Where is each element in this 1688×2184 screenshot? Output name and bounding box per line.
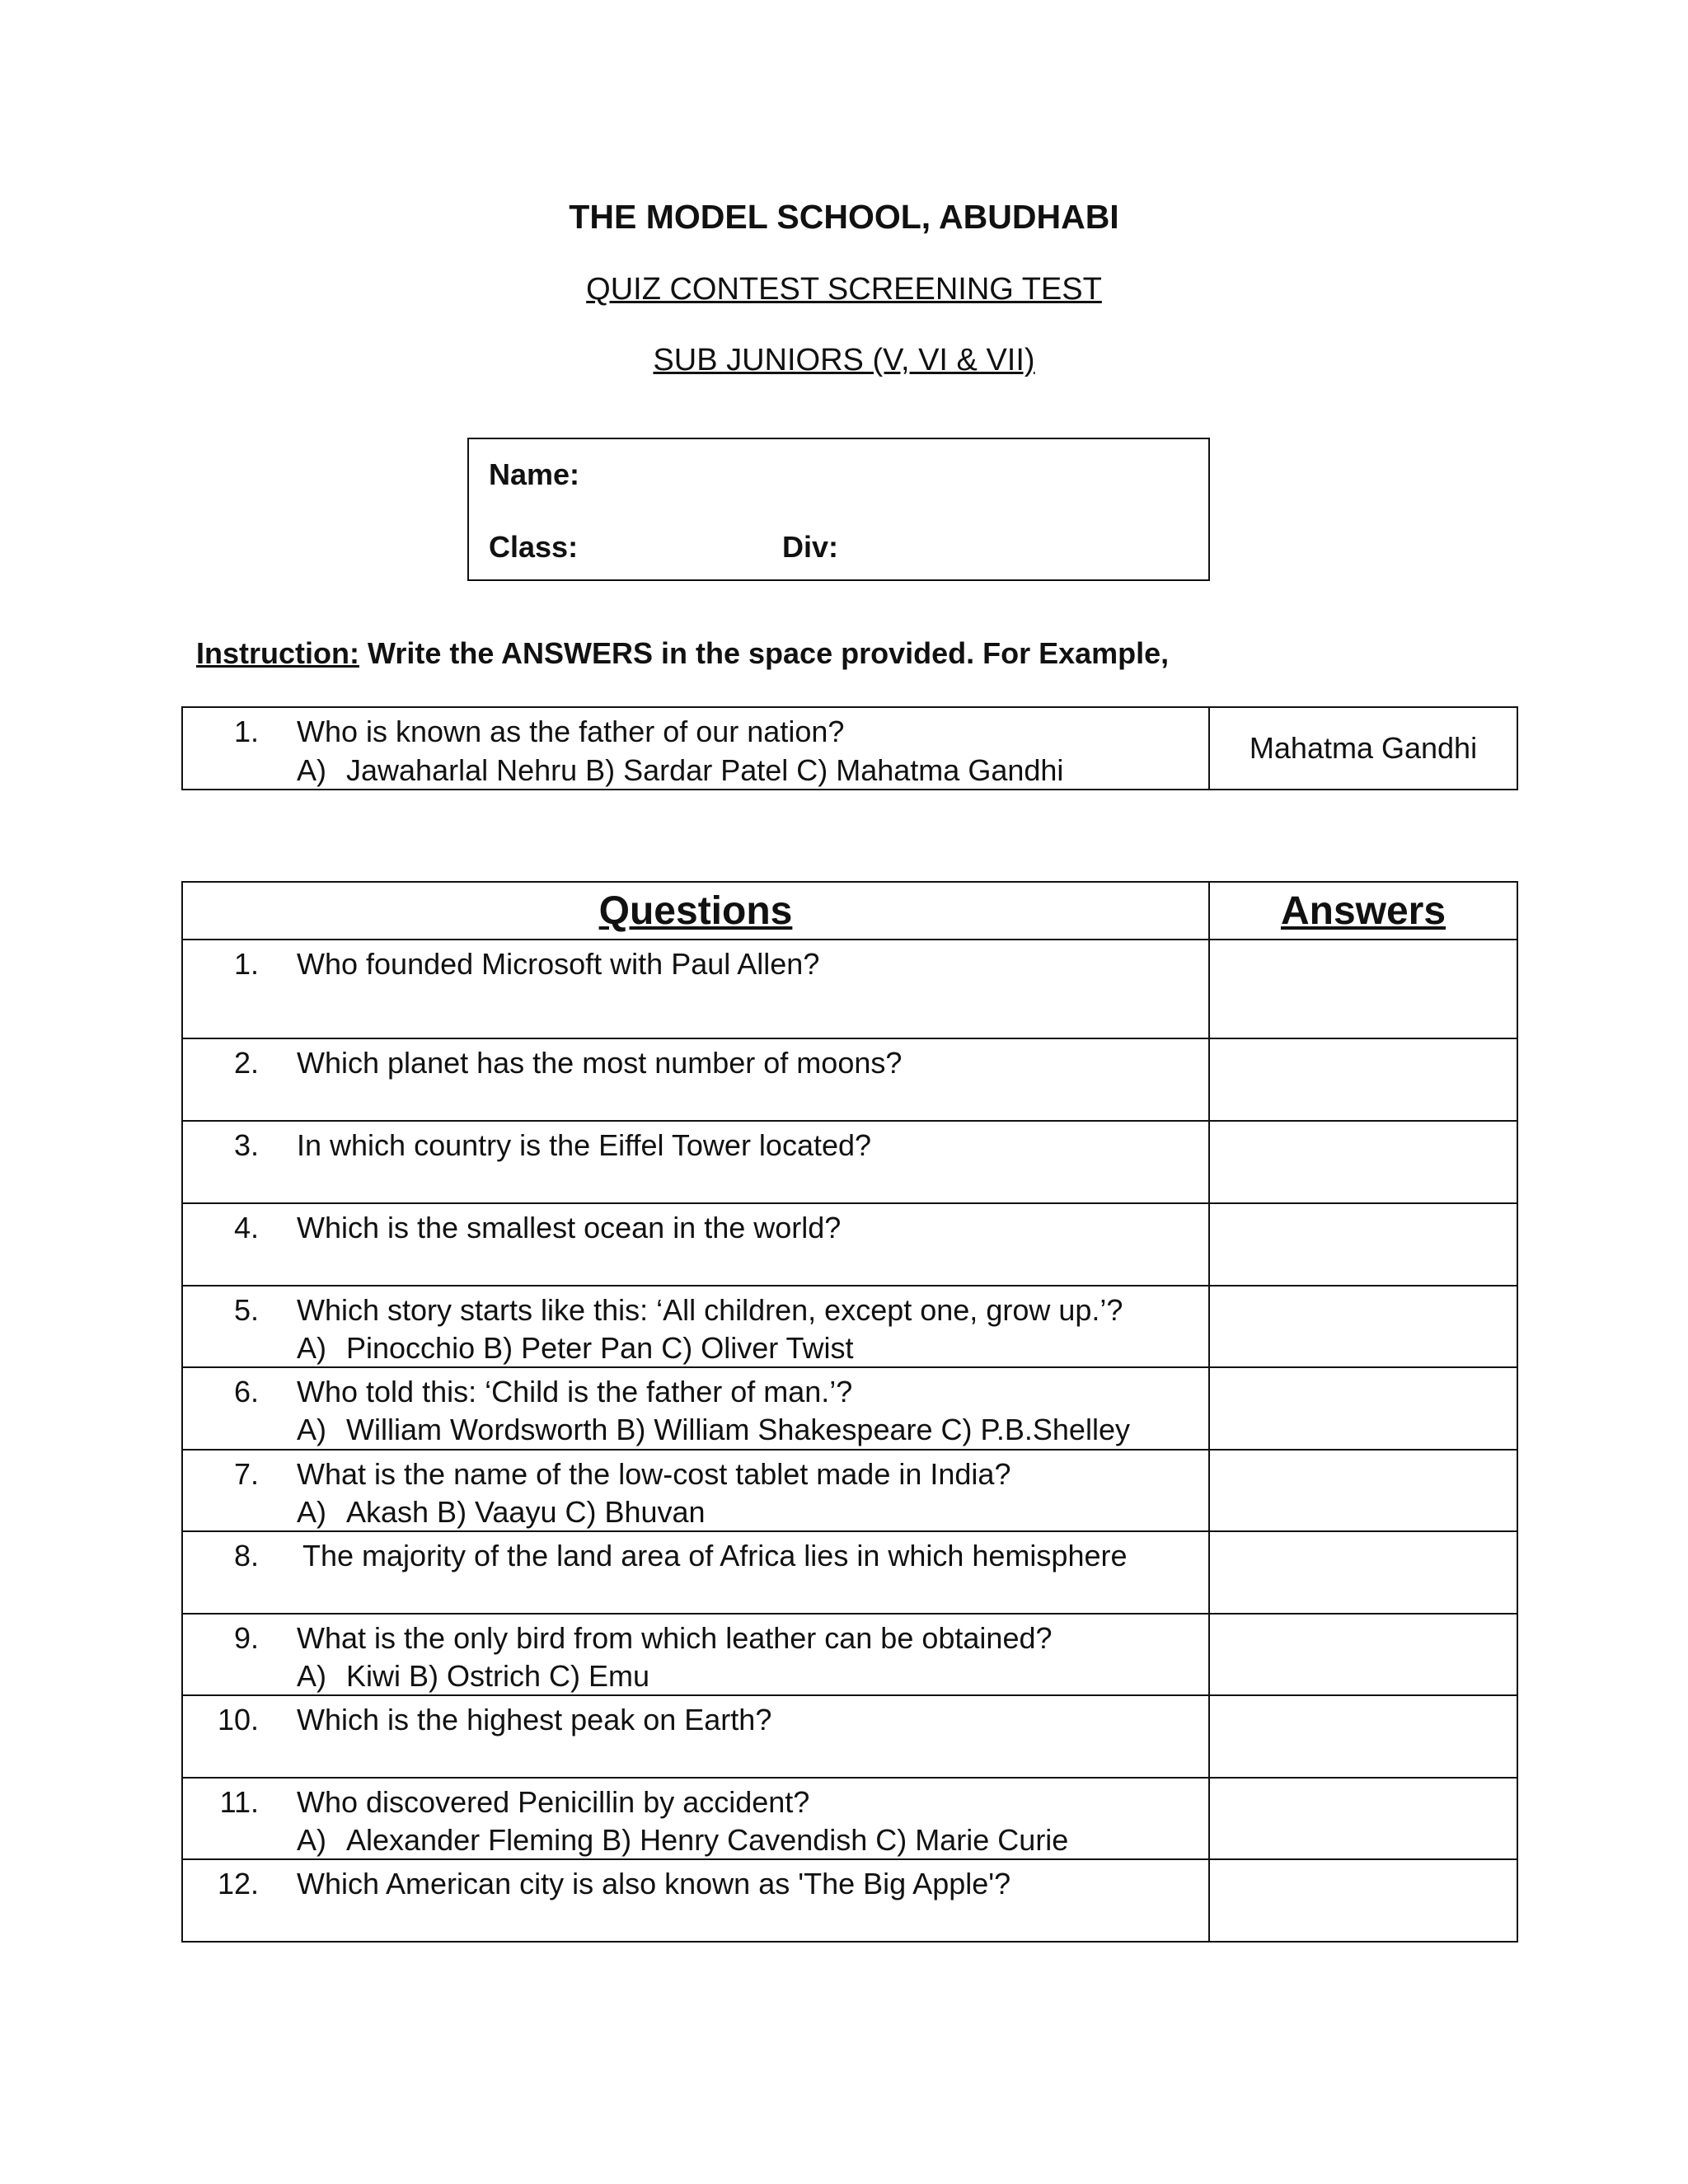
- question-text: Who founded Microsoft with Paul Allen?: [297, 947, 820, 981]
- question-row: [182, 1778, 1517, 1859]
- option-letter: A): [297, 1495, 326, 1529]
- question-row: [182, 1038, 1517, 1121]
- example-answer: Mahatma Gandhi: [1209, 707, 1517, 790]
- instruction-label: Instruction:: [196, 636, 359, 670]
- group-title: SUB JUNIORS (V, VI & VII): [653, 343, 1035, 377]
- instruction: [196, 636, 1169, 671]
- example-options: Jawaharlal Nehru B) Sardar Patel C) Mahatma Gandhi: [346, 753, 1064, 787]
- question-number: 6.: [233, 1375, 259, 1408]
- question-text: The majority of the land area of Africa lies in which hemisphere: [302, 1539, 1128, 1572]
- question-number: 9.: [233, 1621, 259, 1655]
- question-number: 12.: [217, 1867, 259, 1900]
- question-number: 10.: [217, 1703, 259, 1736]
- question-number: 4.: [233, 1211, 259, 1244]
- question-text: Which is the smallest ocean in the world?: [297, 1211, 842, 1244]
- answer-cell[interactable]: [1209, 1778, 1517, 1859]
- div-label: Div:: [782, 530, 839, 564]
- question-options: Pinocchio B) Peter Pan C) Oliver Twist: [346, 1331, 854, 1365]
- question-cell: [182, 1038, 1209, 1121]
- question-number: 2.: [233, 1046, 259, 1080]
- question-text: Which is the highest peak on Earth?: [297, 1703, 772, 1736]
- answer-cell[interactable]: [1209, 1531, 1517, 1614]
- question-options: William Wordsworth B) William Shakespeare C) P.B.Shelley: [346, 1413, 1130, 1446]
- question-number: 11.: [219, 1785, 259, 1819]
- question-row: [182, 1614, 1517, 1695]
- question-number: 3.: [233, 1128, 259, 1162]
- answer-cell[interactable]: [1209, 1450, 1517, 1531]
- name-label: Name:: [489, 457, 580, 491]
- question-text: Who discovered Penicillin by accident?: [297, 1785, 810, 1819]
- student-details-box: [467, 438, 1210, 581]
- question-row: [182, 1695, 1517, 1778]
- answer-cell[interactable]: [1209, 940, 1517, 1038]
- option-letter: A): [297, 1659, 326, 1693]
- question-number: 7.: [233, 1457, 259, 1491]
- contest-title: QUIZ CONTEST SCREENING TEST: [586, 272, 1102, 307]
- question-cell: [182, 1778, 1209, 1859]
- question-row: [182, 1859, 1517, 1942]
- question-row: [182, 1286, 1517, 1367]
- question-cell: [182, 1286, 1209, 1367]
- example-question-cell: [182, 707, 1209, 790]
- question-number: 5.: [233, 1293, 259, 1327]
- question-text: What is the name of the low-cost tablet made in India?: [297, 1457, 1011, 1491]
- quiz-table: [181, 881, 1518, 1943]
- question-cell: [182, 1695, 1209, 1778]
- question-cell: [182, 1121, 1209, 1203]
- example-question: Who is known as the father of our nation?: [297, 715, 845, 748]
- answer-cell[interactable]: [1209, 1614, 1517, 1695]
- answer-cell[interactable]: [1209, 1859, 1517, 1942]
- question-cell: [182, 1531, 1209, 1614]
- class-label: Class:: [489, 530, 579, 564]
- question-number: 1.: [233, 947, 259, 981]
- answer-cell[interactable]: [1209, 1367, 1517, 1450]
- answer-cell[interactable]: [1209, 1695, 1517, 1778]
- example-table: [181, 706, 1518, 790]
- example-option-letter: A): [297, 753, 326, 787]
- questions-header: Questions: [182, 882, 1209, 940]
- option-letter: A): [297, 1413, 326, 1446]
- question-options: Akash B) Vaayu C) Bhuvan: [346, 1495, 706, 1529]
- question-cell: [182, 940, 1209, 1038]
- question-text: What is the only bird from which leather can be obtained?: [297, 1621, 1053, 1655]
- answer-cell[interactable]: [1209, 1286, 1517, 1367]
- question-options: Alexander Fleming B) Henry Cavendish C) Marie Curie: [346, 1823, 1069, 1857]
- option-letter: A): [297, 1823, 326, 1857]
- question-text: Which story starts like this: ‘All children, except one, grow up.’?: [297, 1293, 1123, 1327]
- example-number: 1.: [233, 715, 259, 748]
- question-row: [182, 1203, 1517, 1286]
- question-number: 8.: [233, 1539, 259, 1572]
- question-cell: [182, 1367, 1209, 1450]
- school-title: THE MODEL SCHOOL, ABUDHABI: [569, 198, 1119, 236]
- answer-cell[interactable]: [1209, 1203, 1517, 1286]
- question-cell: [182, 1859, 1209, 1942]
- question-row: [182, 1121, 1517, 1203]
- answers-header: Answers: [1209, 882, 1517, 940]
- question-cell: [182, 1203, 1209, 1286]
- question-cell: [182, 1450, 1209, 1531]
- question-row: [182, 940, 1517, 1038]
- question-text: Who told this: ‘Child is the father of man.’?: [297, 1375, 853, 1408]
- question-cell: [182, 1614, 1209, 1695]
- question-options: Kiwi B) Ostrich C) Emu: [346, 1659, 650, 1693]
- question-row: [182, 1531, 1517, 1614]
- question-text: In which country is the Eiffel Tower located?: [297, 1128, 872, 1162]
- answer-cell[interactable]: [1209, 1038, 1517, 1121]
- instruction-text: Write the ANSWERS in the space provided. For Example,: [359, 636, 1170, 670]
- question-row: [182, 1450, 1517, 1531]
- question-text: Which planet has the most number of moons?: [297, 1046, 903, 1080]
- option-letter: A): [297, 1331, 326, 1365]
- answer-cell[interactable]: [1209, 1121, 1517, 1203]
- question-row: [182, 1367, 1517, 1450]
- question-text: Which American city is also known as 'The Big Apple'?: [297, 1867, 1011, 1900]
